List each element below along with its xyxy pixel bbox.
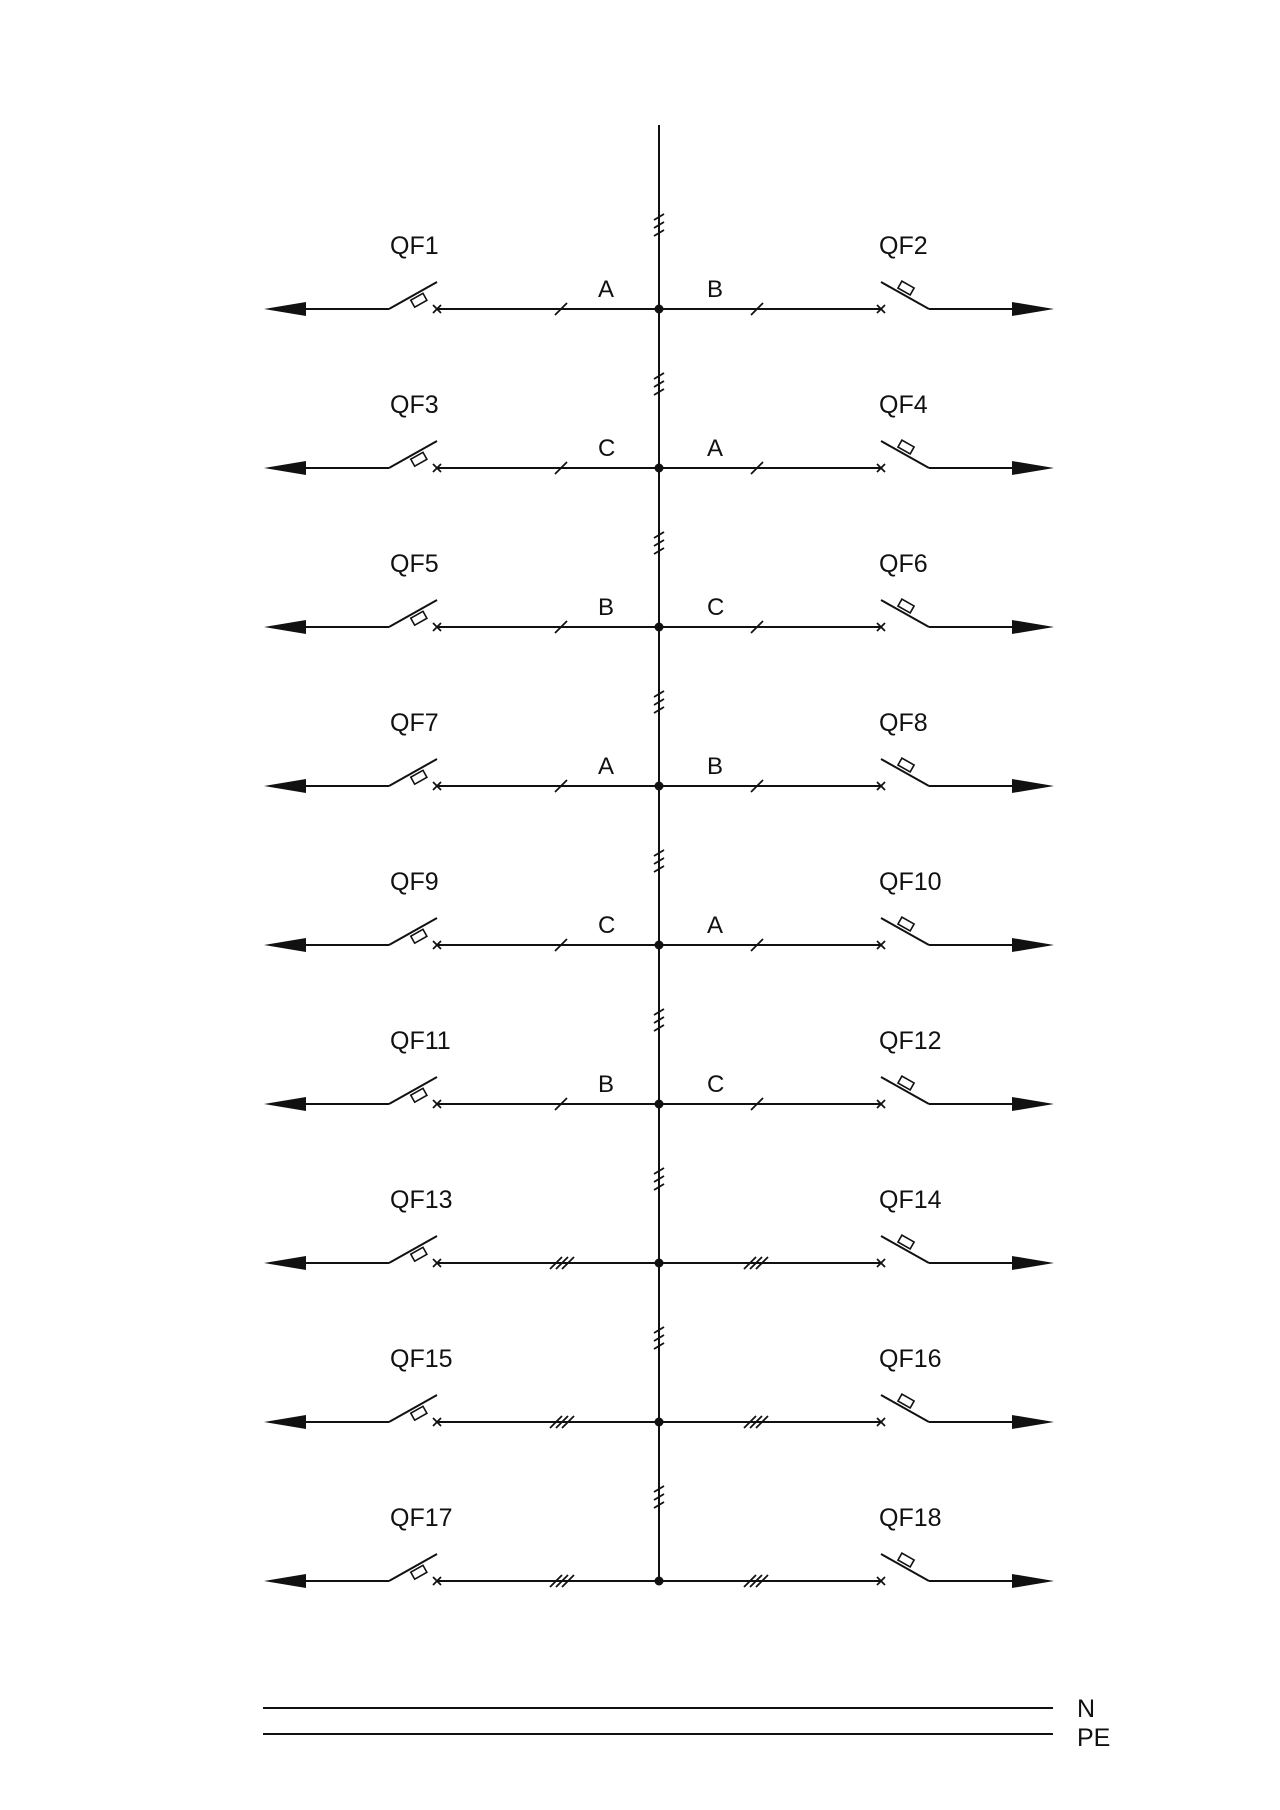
bus-triple-tick-mark bbox=[654, 691, 664, 713]
outgoing-arrow bbox=[1012, 1256, 1054, 1270]
breaker-label: QF13 bbox=[390, 1186, 453, 1214]
neutral-bus-label: N bbox=[1077, 1695, 1096, 1723]
outgoing-arrow bbox=[264, 620, 306, 634]
junction-dot bbox=[655, 623, 664, 632]
junction-dot bbox=[655, 1418, 664, 1427]
breaker-label: QF5 bbox=[390, 550, 439, 578]
outgoing-arrow bbox=[264, 302, 306, 316]
breaker-label: QF7 bbox=[390, 709, 439, 737]
breaker-label: QF2 bbox=[879, 232, 928, 260]
junction-dot bbox=[655, 464, 664, 473]
phase-label: A bbox=[707, 435, 724, 462]
breaker-qf15 bbox=[264, 1345, 659, 1429]
bus-triple-tick-mark bbox=[654, 850, 664, 872]
breaker-qf17 bbox=[264, 1504, 659, 1588]
outgoing-arrow bbox=[264, 1256, 306, 1270]
bus-triple-tick-mark bbox=[654, 1009, 664, 1031]
breaker-qf2 bbox=[659, 232, 1054, 316]
breaker-label: QF4 bbox=[879, 391, 928, 419]
phase-label: A bbox=[707, 912, 724, 939]
outgoing-arrow bbox=[1012, 461, 1054, 475]
breaker-qf8 bbox=[659, 709, 1054, 793]
outgoing-arrow bbox=[264, 1574, 306, 1588]
breaker-label: QF15 bbox=[390, 1345, 453, 1373]
breaker-label: QF1 bbox=[390, 232, 439, 260]
bus-triple-tick-mark bbox=[654, 214, 664, 236]
breaker-qf16 bbox=[659, 1345, 1054, 1429]
bus-triple-tick-mark bbox=[654, 1168, 664, 1190]
breaker-qf9 bbox=[264, 868, 659, 952]
phase-label: B bbox=[598, 1071, 615, 1098]
breaker-qf3 bbox=[264, 391, 659, 475]
breaker-label: QF6 bbox=[879, 550, 928, 578]
outgoing-arrow bbox=[1012, 1097, 1054, 1111]
breaker-label: QF12 bbox=[879, 1027, 942, 1055]
breaker-qf14 bbox=[659, 1186, 1054, 1270]
bus-triple-tick-mark bbox=[654, 1486, 664, 1508]
breaker-label: QF16 bbox=[879, 1345, 942, 1373]
outgoing-arrow bbox=[1012, 302, 1054, 316]
breaker-qf11 bbox=[264, 1027, 659, 1111]
breaker-label: QF3 bbox=[390, 391, 439, 419]
junction-dot bbox=[655, 1100, 664, 1109]
bus-triple-tick-mark bbox=[654, 373, 664, 395]
breaker-qf5 bbox=[264, 550, 659, 634]
outgoing-arrow bbox=[1012, 1574, 1054, 1588]
phase-label: C bbox=[707, 1071, 725, 1098]
breaker-qf6 bbox=[659, 550, 1054, 634]
phase-label: A bbox=[598, 753, 615, 780]
outgoing-arrow bbox=[264, 779, 306, 793]
outgoing-arrow bbox=[1012, 938, 1054, 952]
breaker-label: QF9 bbox=[390, 868, 439, 896]
outgoing-arrow bbox=[1012, 620, 1054, 634]
protective-earth-bus-label: PE bbox=[1077, 1724, 1111, 1752]
breaker-label: QF18 bbox=[879, 1504, 942, 1532]
phase-label: C bbox=[707, 594, 725, 621]
junction-dot bbox=[655, 941, 664, 950]
breaker-qf12 bbox=[659, 1027, 1054, 1111]
breaker-label: QF11 bbox=[390, 1027, 451, 1055]
breaker-qf7 bbox=[264, 709, 659, 793]
phase-label: C bbox=[598, 435, 616, 462]
outgoing-arrow bbox=[264, 461, 306, 475]
phase-label: C bbox=[598, 912, 616, 939]
breaker-qf10 bbox=[659, 868, 1054, 952]
junction-dot bbox=[655, 305, 664, 314]
bus-triple-tick-mark bbox=[654, 1327, 664, 1349]
breaker-qf1 bbox=[264, 232, 659, 316]
bus-triple-tick-mark bbox=[654, 532, 664, 554]
breaker-label: QF17 bbox=[390, 1504, 453, 1532]
phase-label: B bbox=[707, 753, 724, 780]
breaker-qf4 bbox=[659, 391, 1054, 475]
junction-dot bbox=[655, 1259, 664, 1268]
breaker-label: QF14 bbox=[879, 1186, 942, 1214]
junction-dot bbox=[655, 782, 664, 791]
outgoing-arrow bbox=[264, 1415, 306, 1429]
outgoing-arrow bbox=[1012, 1415, 1054, 1429]
phase-label: A bbox=[598, 276, 615, 303]
phase-label: B bbox=[707, 276, 724, 303]
breaker-label: QF8 bbox=[879, 709, 928, 737]
breaker-qf18 bbox=[659, 1504, 1054, 1588]
phase-label: B bbox=[598, 594, 615, 621]
outgoing-arrow bbox=[264, 938, 306, 952]
junction-dot bbox=[655, 1577, 664, 1586]
outgoing-arrow bbox=[1012, 779, 1054, 793]
breaker-qf13 bbox=[264, 1186, 659, 1270]
breaker-label: QF10 bbox=[879, 868, 942, 896]
outgoing-arrow bbox=[264, 1097, 306, 1111]
